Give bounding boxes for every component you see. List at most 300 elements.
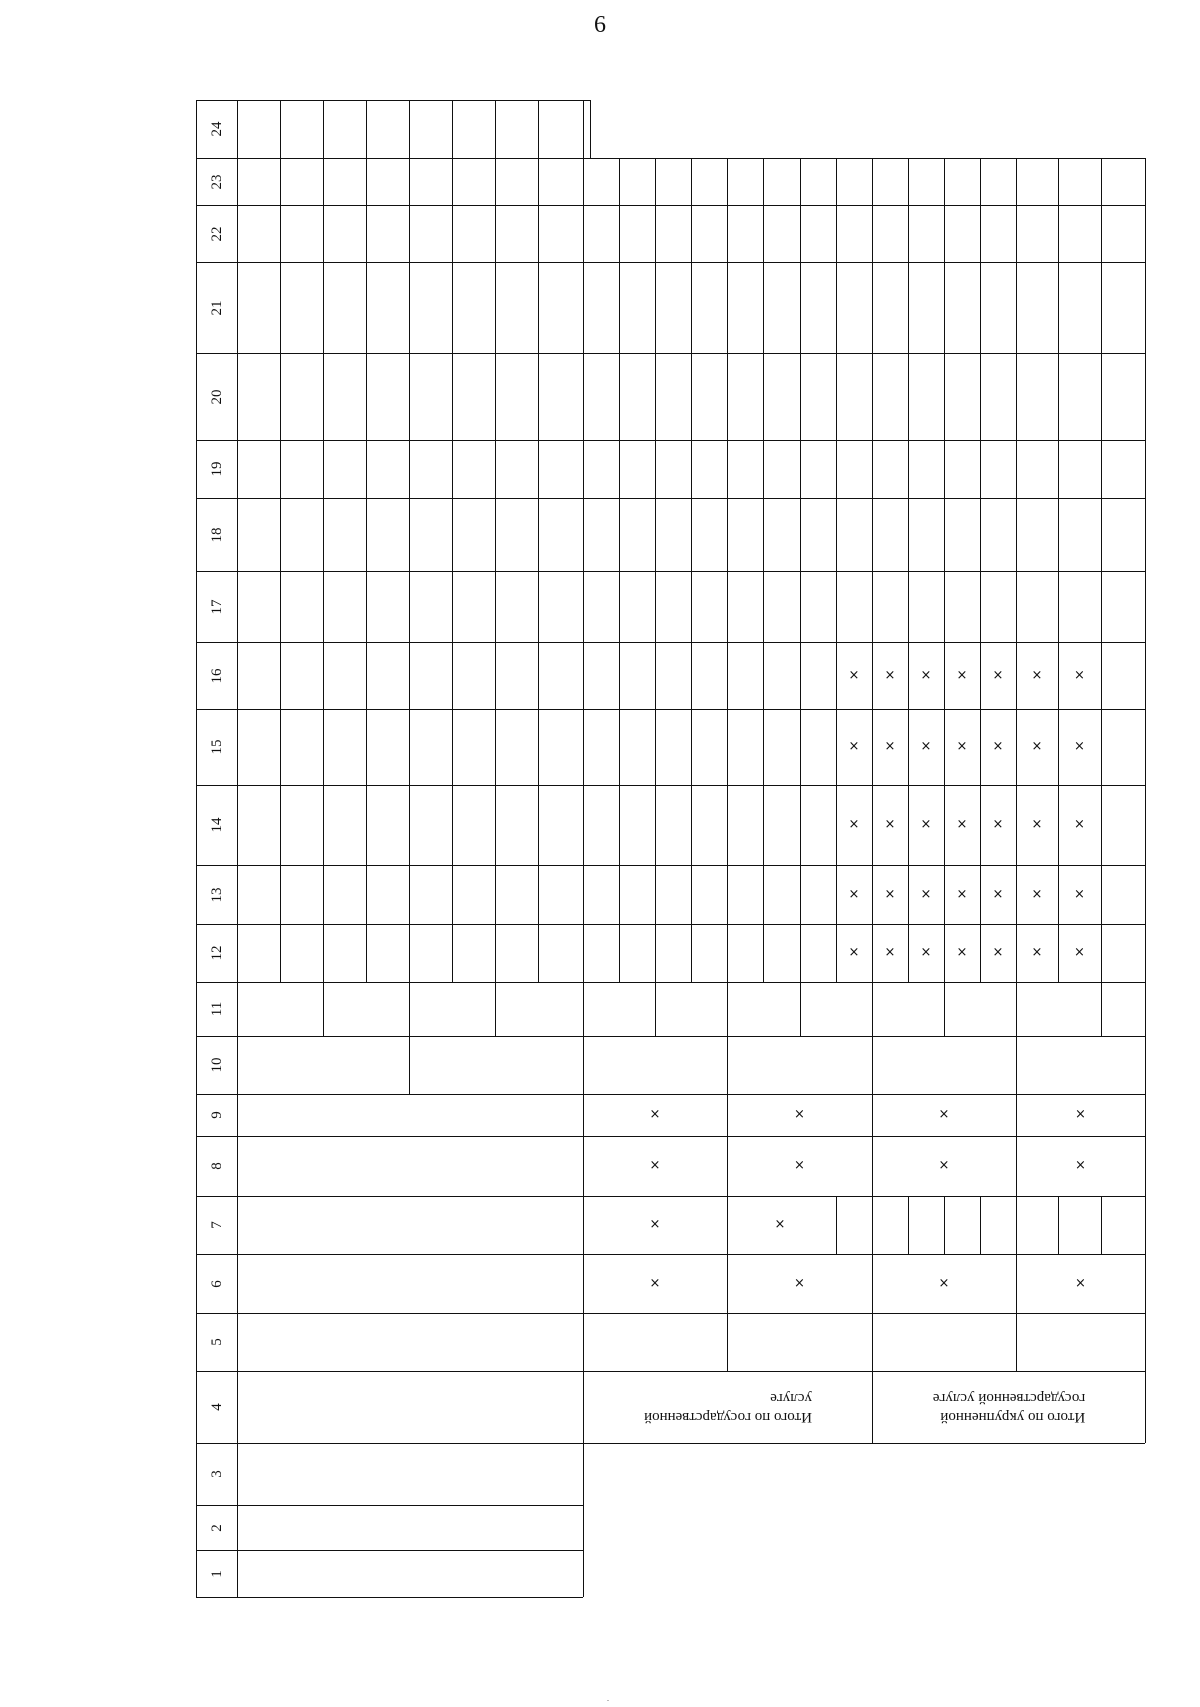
column-border (872, 353, 873, 440)
column-border (323, 440, 324, 498)
column-border (495, 785, 496, 865)
column-border (872, 158, 873, 205)
column-border (619, 440, 620, 498)
column-border (1016, 1313, 1017, 1371)
column-border (280, 205, 281, 262)
column-border (872, 1313, 873, 1371)
row-border (196, 1196, 1145, 1197)
table-left-border (196, 100, 197, 1597)
column-border (1145, 440, 1146, 498)
column-border (1145, 353, 1146, 440)
row-border (196, 1371, 1145, 1372)
column-border (908, 642, 909, 709)
column-border (538, 924, 539, 982)
row-border (196, 1550, 583, 1551)
column-number-8: 8 (208, 1162, 225, 1170)
cross-mark-col16-0: × (848, 667, 860, 683)
column-border (727, 158, 728, 205)
cross-mark-col12-4: × (992, 945, 1004, 960)
column-border (409, 642, 410, 709)
column-border (763, 205, 764, 262)
column-border (1016, 1094, 1017, 1136)
column-border (727, 1136, 728, 1196)
column-border (872, 924, 873, 982)
column-border (619, 571, 620, 642)
column-border (280, 262, 281, 353)
column-border (1101, 785, 1102, 865)
row-border (196, 353, 1145, 354)
column-border (323, 924, 324, 982)
column-border (495, 982, 496, 1036)
cross-mark-col9-1: × (794, 1107, 805, 1122)
cross-mark-col9-2: × (938, 1107, 950, 1122)
cross-mark-col15-3: × (956, 739, 968, 754)
column-border (800, 205, 801, 262)
column-border (836, 785, 837, 865)
column-border (1058, 1196, 1059, 1254)
row-border (196, 982, 1145, 983)
column-border (727, 709, 728, 785)
column-border (495, 262, 496, 353)
column-border (409, 924, 410, 982)
cross-mark-col14-4: × (992, 817, 1004, 832)
cross-mark-col9-0: × (649, 1107, 661, 1122)
column-border (908, 709, 909, 785)
column-border (763, 353, 764, 440)
column-border (1101, 865, 1102, 924)
column-border (280, 924, 281, 982)
cross-mark-col14-5: × (1031, 817, 1043, 832)
column-border (1058, 440, 1059, 498)
column-border (237, 498, 238, 571)
column-border (691, 205, 692, 262)
row-border (196, 1254, 1145, 1255)
column-border (1058, 785, 1059, 865)
column-border (583, 498, 584, 571)
column-border (944, 785, 945, 865)
column-border (583, 571, 584, 642)
column-border (583, 353, 584, 440)
column-border (1016, 440, 1017, 498)
column-number-5: 5 (208, 1338, 225, 1346)
column-number-2: 2 (208, 1523, 225, 1532)
column-border (619, 924, 620, 982)
column-border (763, 571, 764, 642)
total-service-label-line1: Итого по государственной (643, 1409, 812, 1425)
column-border (583, 440, 584, 498)
column-border (800, 158, 801, 205)
column-border (1058, 924, 1059, 982)
column-border (763, 642, 764, 709)
row-border (196, 865, 1145, 866)
cross-mark-col14-3: × (956, 817, 968, 832)
column-number-23: 23 (208, 174, 225, 189)
column-border (908, 262, 909, 353)
column-border (836, 498, 837, 571)
column-border (908, 353, 909, 440)
column-border (619, 865, 620, 924)
column-border (366, 498, 367, 571)
column-border (1101, 642, 1102, 709)
column-border (691, 709, 692, 785)
column-border (908, 924, 909, 982)
column-border (452, 785, 453, 865)
column-border (655, 262, 656, 353)
column-border (763, 498, 764, 571)
column-border (1016, 353, 1017, 440)
column-border (836, 262, 837, 353)
column-border (1016, 642, 1017, 709)
column-border (836, 205, 837, 262)
column-border (1145, 924, 1146, 982)
cross-mark-col8-0: × (649, 1158, 661, 1173)
column-border (409, 709, 410, 785)
column-border (908, 158, 909, 205)
column-border (1016, 571, 1017, 642)
column-border (836, 642, 837, 709)
column-border (1016, 498, 1017, 571)
total-service-label (644, 1388, 812, 1426)
cross-mark-col8-2: × (938, 1158, 950, 1173)
column-border (495, 100, 496, 158)
column-border (655, 709, 656, 785)
page-number: 6 (594, 12, 606, 38)
column-border (237, 353, 238, 440)
column-border (1016, 924, 1017, 982)
column-border (872, 1371, 873, 1443)
column-border (872, 865, 873, 924)
column-border (409, 571, 410, 642)
column-border (836, 924, 837, 982)
column-border (908, 865, 909, 924)
column-border (366, 924, 367, 982)
column-number-3: 3 (208, 1470, 225, 1478)
column-border (1058, 571, 1059, 642)
column-border (409, 262, 410, 353)
column-border (800, 785, 801, 865)
column-border (944, 709, 945, 785)
column-border (237, 642, 238, 709)
column-border (1101, 158, 1102, 205)
column-border (727, 1254, 728, 1313)
column-border (538, 440, 539, 498)
column-border (655, 205, 656, 262)
column-border (409, 982, 410, 1036)
row-border (196, 498, 1145, 499)
cross-mark-col7-1: × (774, 1217, 786, 1232)
column-number-11: 11 (208, 1001, 225, 1017)
cross-mark-col13-5: × (1031, 886, 1043, 902)
column-border (944, 982, 945, 1036)
column-number-12: 12 (208, 945, 225, 961)
column-border (495, 924, 496, 982)
column-number-18: 18 (208, 527, 225, 542)
row-border (196, 1505, 583, 1506)
column-border (583, 785, 584, 865)
cross-mark-col13-0: × (848, 886, 860, 902)
column-border (619, 642, 620, 709)
column-border (237, 158, 238, 205)
column-border (1145, 709, 1146, 785)
column-border (323, 205, 324, 262)
column-border (800, 709, 801, 785)
column-border (980, 1196, 981, 1254)
column-border (727, 924, 728, 982)
column-number-10: 10 (208, 1057, 225, 1073)
cross-mark-col12-6: × (1074, 945, 1085, 960)
column-border (872, 205, 873, 262)
column-border (538, 205, 539, 262)
column-border (944, 158, 945, 205)
column-border (280, 158, 281, 205)
column-border (1101, 440, 1102, 498)
column-border (323, 100, 324, 158)
column-border (1101, 982, 1102, 1036)
column-border (1058, 262, 1059, 353)
column-border (1058, 353, 1059, 440)
column-border (1145, 642, 1146, 709)
column-border (944, 642, 945, 709)
table-right-border (590, 100, 591, 158)
column-border (980, 440, 981, 498)
cross-mark-col15-0: × (848, 739, 860, 754)
row-border (196, 1443, 1145, 1444)
cross-mark-col16-2: × (920, 667, 932, 683)
column-border (836, 571, 837, 642)
column-border (763, 924, 764, 982)
column-border (727, 865, 728, 924)
total-enlarged-label-line2: государственной услуге (932, 1390, 1085, 1406)
column-border (691, 571, 692, 642)
column-border (944, 440, 945, 498)
cross-mark-col7-0: × (649, 1217, 661, 1232)
column-number-6: 6 (208, 1279, 225, 1288)
column-number-4: 4 (208, 1403, 225, 1411)
column-border (908, 205, 909, 262)
column-border (944, 865, 945, 924)
column-border (1101, 205, 1102, 262)
column-border (280, 498, 281, 571)
column-border (1016, 1036, 1017, 1094)
column-border (409, 1036, 410, 1094)
column-border (655, 982, 656, 1036)
column-border (366, 865, 367, 924)
column-border (409, 498, 410, 571)
column-border (366, 100, 367, 158)
column-border (366, 642, 367, 709)
cross-mark-col14-1: × (884, 817, 896, 832)
cross-mark-col14-2: × (920, 817, 932, 832)
column-border (908, 785, 909, 865)
column-border (619, 709, 620, 785)
column-border (980, 158, 981, 205)
column-border (800, 353, 801, 440)
column-border (980, 642, 981, 709)
column-border (655, 353, 656, 440)
column-border (691, 353, 692, 440)
column-number-19: 19 (208, 461, 225, 477)
column-border (1101, 1196, 1102, 1254)
column-border (619, 262, 620, 353)
cross-mark-col15-2: × (920, 739, 932, 754)
column-border (727, 440, 728, 498)
column-number-9: 9 (208, 1111, 225, 1119)
column-border (538, 100, 539, 158)
cross-mark-col15-4: × (992, 739, 1004, 754)
column-border (583, 709, 584, 785)
column-border (1101, 498, 1102, 571)
column-border (944, 353, 945, 440)
column-border (323, 865, 324, 924)
column-border (872, 440, 873, 498)
cross-mark-col15-1: × (884, 739, 896, 754)
column-border (1101, 709, 1102, 785)
column-border (872, 571, 873, 642)
column-border (237, 785, 238, 865)
column-border (583, 262, 584, 353)
row-border (196, 709, 1145, 710)
column-border (583, 865, 584, 924)
column-border (800, 865, 801, 924)
column-border (452, 353, 453, 440)
column-border (495, 865, 496, 924)
column-border (727, 982, 728, 1036)
column-border (1058, 158, 1059, 205)
column-number-1: 1 (208, 1569, 225, 1578)
column-border (280, 785, 281, 865)
column-border (495, 440, 496, 498)
column-border (495, 498, 496, 571)
column-border (908, 571, 909, 642)
column-border (872, 785, 873, 865)
column-border (691, 865, 692, 924)
column-border (872, 1094, 873, 1136)
column-border (452, 924, 453, 982)
column-border (763, 440, 764, 498)
column-border (1101, 353, 1102, 440)
column-border (1016, 785, 1017, 865)
column-border (872, 1254, 873, 1313)
column-border (409, 100, 410, 158)
column-border (727, 353, 728, 440)
row-border (196, 571, 1145, 572)
column-border (366, 205, 367, 262)
column-border (323, 709, 324, 785)
cross-mark-col6-3: × (1075, 1275, 1086, 1291)
row-border (196, 262, 1145, 263)
total-service-label-line2: услуге (769, 1390, 812, 1406)
column-border (538, 642, 539, 709)
column-border (836, 353, 837, 440)
column-border (1016, 1196, 1017, 1254)
column-border (980, 205, 981, 262)
column-border (495, 205, 496, 262)
column-border (452, 205, 453, 262)
column-border (727, 571, 728, 642)
column-number-16: 16 (208, 668, 225, 683)
column-border (655, 924, 656, 982)
column-border (980, 709, 981, 785)
column-border (452, 865, 453, 924)
row-border (196, 924, 1145, 925)
column-border (980, 353, 981, 440)
column-border (237, 709, 238, 785)
column-border (452, 709, 453, 785)
cross-mark-col13-4: × (992, 886, 1004, 902)
column-border (800, 571, 801, 642)
column-border (452, 440, 453, 498)
column-border (495, 709, 496, 785)
column-border (538, 498, 539, 571)
cross-mark-col16-3: × (956, 667, 968, 683)
column-border (727, 262, 728, 353)
column-border (1145, 205, 1146, 262)
column-border (538, 353, 539, 440)
column-border (409, 440, 410, 498)
cross-mark-col16-4: × (992, 667, 1004, 683)
row-border (196, 1597, 583, 1598)
column-border (280, 353, 281, 440)
column-border (908, 1196, 909, 1254)
total-enlarged-label (932, 1388, 1084, 1426)
column-border (655, 440, 656, 498)
column-border (409, 865, 410, 924)
column-border (655, 785, 656, 865)
column-border (872, 1136, 873, 1196)
column-border (1016, 1254, 1017, 1313)
column-border (366, 158, 367, 205)
column-border (800, 982, 801, 1036)
column-border (280, 642, 281, 709)
column-border (655, 865, 656, 924)
column-border (727, 642, 728, 709)
column-border (409, 158, 410, 205)
column-border (980, 924, 981, 982)
column-border (1145, 571, 1146, 642)
cross-mark-col6-2: × (938, 1275, 950, 1291)
cross-mark-col16-5: × (1031, 667, 1043, 683)
column-border (944, 924, 945, 982)
column-border (980, 262, 981, 353)
column-border (691, 262, 692, 353)
row-border (196, 785, 1145, 786)
column-border (872, 642, 873, 709)
column-border (655, 642, 656, 709)
column-border (872, 982, 873, 1036)
column-border (872, 262, 873, 353)
column-border (619, 785, 620, 865)
column-border (452, 158, 453, 205)
column-border (1101, 924, 1102, 982)
column-border (872, 1036, 873, 1094)
cross-mark-col8-1: × (794, 1158, 805, 1173)
column-border (980, 865, 981, 924)
column-border (583, 205, 584, 262)
column-border (655, 158, 656, 205)
column-border (800, 440, 801, 498)
column-border (691, 440, 692, 498)
column-border (763, 785, 764, 865)
column-border (1016, 865, 1017, 924)
column-border (1016, 1136, 1017, 1196)
row-border (196, 440, 1145, 441)
column-border (1016, 262, 1017, 353)
column-border (619, 158, 620, 205)
column-border (452, 642, 453, 709)
column-border (237, 205, 238, 262)
cross-mark-col12-3: × (956, 945, 968, 960)
column-border (323, 642, 324, 709)
